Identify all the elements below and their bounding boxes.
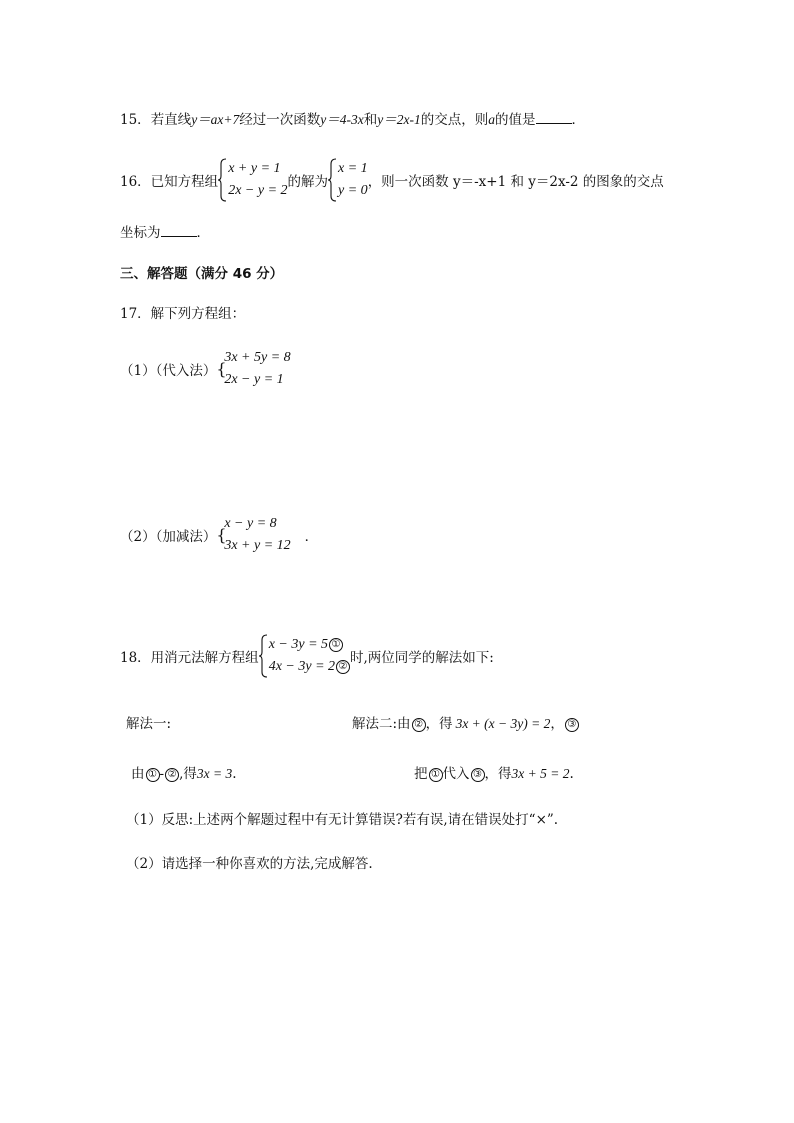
equation-row: x − y = 8 xyxy=(224,516,277,531)
q15-eq2: y＝4-3x xyxy=(320,112,364,127)
brace-icon xyxy=(328,158,337,202)
equation-system xyxy=(218,158,287,202)
method2-expression: 3x + 5 = 2 xyxy=(511,766,570,781)
method1-text: . xyxy=(232,766,237,782)
question-15 xyxy=(120,108,585,128)
q15-text: 若直线 xyxy=(150,112,192,128)
equation-row: 3x + y = 12 xyxy=(224,538,291,553)
q15-var: a xyxy=(488,112,495,127)
circled-two: ② xyxy=(412,718,426,732)
method2-text: 解法二:由 xyxy=(352,716,411,732)
brace-icon xyxy=(259,634,268,678)
circled-three: ③ xyxy=(565,718,579,732)
method1-text: 由 xyxy=(131,766,145,782)
answer-blank xyxy=(161,224,197,237)
method2-text: ， xyxy=(550,716,564,732)
equation-row: 2x − y = 1 xyxy=(224,372,284,387)
question-16-line2 xyxy=(120,221,210,241)
circled-two: ② xyxy=(336,660,350,674)
method1-text: - xyxy=(159,766,165,782)
method1-step xyxy=(131,762,237,782)
q16-text: ，则一次函数 y＝-x+1 和 y＝2x-2 的图象的交点 xyxy=(367,174,664,190)
q16-number: 16．已知方程组 xyxy=(120,174,219,190)
q16-text: 的解为 xyxy=(287,174,329,190)
equation-row: 2x − y = 2 xyxy=(228,183,288,198)
method2-text: . xyxy=(569,766,574,782)
q15-eq3: y＝2x-1 xyxy=(377,112,421,127)
equation-system xyxy=(259,634,350,678)
equation-row: 4x − 3y = 2 xyxy=(268,659,336,674)
method2-expression: 3x + (x − 3y) = 2 xyxy=(455,716,551,731)
method2-title xyxy=(352,712,579,732)
q17-part1 xyxy=(120,347,291,391)
circled-three: ③ xyxy=(471,768,485,782)
equation-row: x = 1 xyxy=(338,161,368,176)
q17-end: ． xyxy=(304,529,319,545)
question-16 xyxy=(120,158,664,202)
answer-blank xyxy=(536,111,572,124)
q15-text: 经过一次函数 xyxy=(239,112,321,128)
method2-text: ，得 xyxy=(484,766,512,782)
equation-system xyxy=(216,513,290,557)
q18-subquestion-1: （1）反思:上述两个解题过程中有无计算错误?若有误,请在错误处打“×”. xyxy=(126,812,559,828)
question-18 xyxy=(120,634,494,678)
q16-text: 坐标为 xyxy=(120,225,161,241)
q18-intro: 18．用消元法解方程组 xyxy=(120,650,259,666)
equation-row: x + y = 1 xyxy=(228,161,281,176)
method2-text: 代入 xyxy=(442,766,470,782)
q15-text: 和 xyxy=(363,112,378,128)
brace-icon: { xyxy=(216,359,227,379)
circled-two: ② xyxy=(165,768,179,782)
equation-row: y = 0 xyxy=(338,183,368,198)
method1-text: ,得 xyxy=(179,766,197,782)
equation-row: x − 3y = 5 xyxy=(268,637,329,652)
q17-part1-label: （1）（代入法） xyxy=(120,363,217,379)
q17-part2 xyxy=(120,513,318,557)
brace-icon xyxy=(218,158,227,202)
circled-one: ① xyxy=(146,768,160,782)
q15-text: 的交点，则 xyxy=(420,112,489,128)
equation-row: 3x + 5y = 8 xyxy=(224,350,291,365)
question-17-title: 17．解下列方程组： xyxy=(120,306,246,322)
method2-text: ，得 xyxy=(425,716,453,732)
method1-title: 解法一: xyxy=(126,716,172,732)
circled-one: ① xyxy=(429,768,443,782)
equation-system xyxy=(216,347,290,391)
method2-text: 把 xyxy=(414,766,428,782)
q18-text: 时,两位同学的解法如下: xyxy=(350,650,494,666)
solution-system xyxy=(328,158,368,202)
section-heading: 三、解答题（满分 46 分） xyxy=(120,266,284,282)
brace-icon: { xyxy=(216,525,227,545)
q17-part2-label: （2）（加减法） xyxy=(120,529,217,545)
method2-step xyxy=(414,762,574,782)
method1-expression: 3x = 3 xyxy=(196,766,233,781)
q16-end: ． xyxy=(196,225,210,241)
q15-end: ． xyxy=(571,112,585,128)
q18-subquestion-2: （2）请选择一种你喜欢的方法,完成解答. xyxy=(126,856,373,872)
q15-text: 的值是 xyxy=(495,112,536,128)
q15-eq1: y＝ax+7 xyxy=(191,112,240,127)
q15-number: 15． xyxy=(120,112,151,128)
circled-one: ① xyxy=(329,638,343,652)
